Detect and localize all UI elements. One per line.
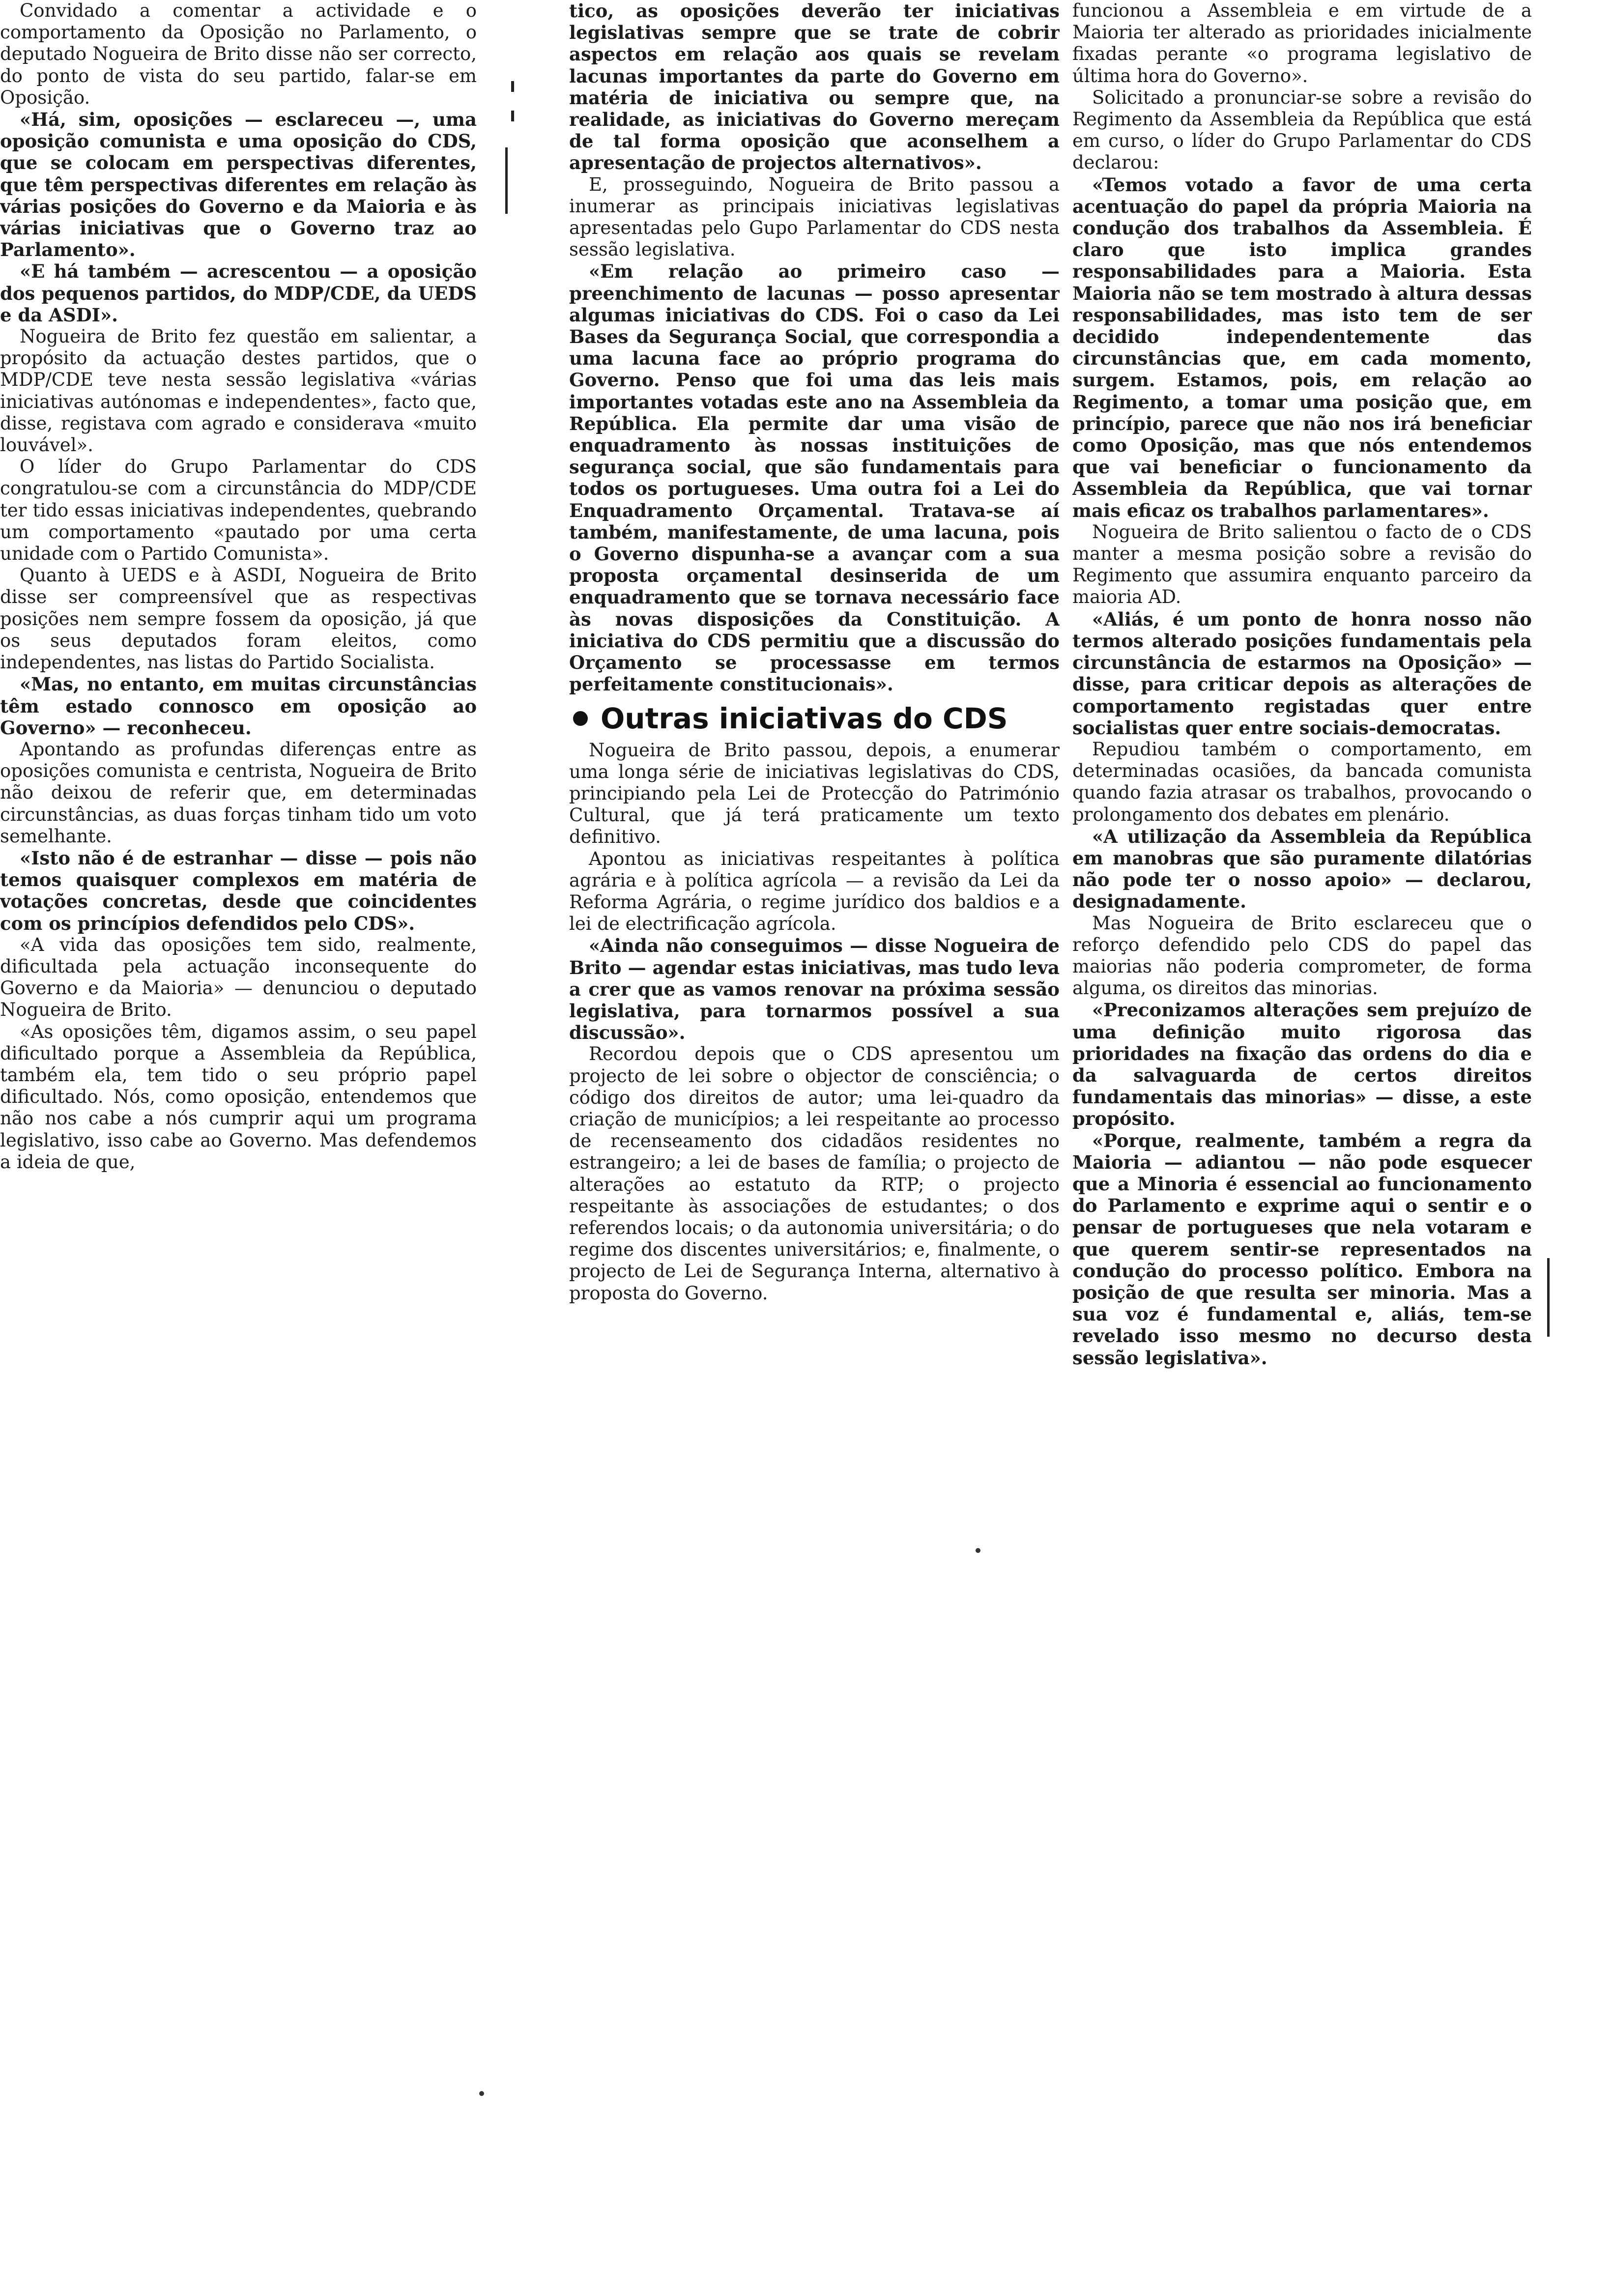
paragraph: «Mas, no entanto, em muitas circunstâncias têm estado connosco em oposição ao Governo» — reconheceu. bbox=[0, 673, 477, 739]
paragraph: Recordou depois que o CDS apresentou um projecto de lei sobre o objector de consciência; o código dos direitos de autor; uma lei-quadro da criação de municípios; a lei respeitante ao processo de recenseamento dos cidadãos residentes no estrangeiro; a lei de bases de família; o projecto de alterações ao estatuto da RTP; o projecto respeitante às associações de estudantes; o dos referendos locais; o da autonomia universitária; o do regime dos discentes universitários; e, finalmente, o projecto de Lei de Segurança Interna, alternativo à proposta do Governo. bbox=[569, 1043, 1060, 1304]
paragraph: Solicitado a pronunciar-se sobre a revisão do Regimento da Assembleia da República que está em curso, o líder do Grupo Parlamentar do CDS declarou: bbox=[1072, 86, 1532, 173]
paragraph: funcionou a Assembleia e em virtude de a Maioria ter alterado as prioridades inicialmente fixadas perante «o programa legislativo de última hora do Governo». bbox=[1072, 0, 1532, 86]
paragraph: Repudiou também o comportamento, em determinadas ocasiões, da bancada comunista quando fazia atrasar os trabalhos, provocando o prolongamento dos debates em plenário. bbox=[1072, 738, 1532, 825]
paragraph: «Aliás, é um ponto de honra nosso não termos alterado posições fundamentais pela circunstância de estarmos na Oposição» — disse, para criticar depois as alterações de comportamento registadas quer entre socialistas quer entre sociais-democratas. bbox=[1072, 608, 1532, 739]
paragraph: «Em relação ao primeiro caso — preenchimento de lacunas — posso apresentar algumas iniciativas do CDS. Foi o caso da Lei Bases da Segurança Social, que correspondia a uma lacuna face ao próprio programa do Governo. Penso que foi uma das leis mais importantes votadas este ano na Assembleia da República. Ela permite dar uma visão de enquadramento às nossas instituições de segurança social, que são fundamentais para todos os portugueses. Uma outra foi a Lei do Enquadramento Orçamental. Tratava-se aí também, manifestamente, de uma lacuna, pois o Governo dispunha-se a avançar com a sua proposta orçamental desinserida de um enquadramento que se tornava necessário face às novas disposições da Constituição. A iniciativa do CDS permitiu que a discussão do Orçamento se processasse em termos perfeitamente constitucionais». bbox=[569, 260, 1060, 695]
paragraph: tico, as oposições deverão ter iniciativas legislativas sempre que se trate de cobrir aspectos em relação aos quais se revelam lacunas importantes da parte do Governo em matéria de iniciativa ou sempre que, na realidade, as iniciativas do Governo mereçam de tal forma oposição que aconselhem a apresentação de projectos alternativos». bbox=[569, 0, 1060, 174]
section-heading-text: Outras iniciativas do CDS bbox=[601, 701, 1008, 735]
scan-mark bbox=[505, 147, 508, 214]
section-heading bbox=[569, 702, 1060, 735]
scan-mark bbox=[1547, 1258, 1550, 1337]
paragraph: Convidado a comentar a actividade e o comportamento da Oposição no Parlamento, o deputado Nogueira de Brito disse não ser correcto, do ponto de vista do seu partido, falar-se em Oposição. bbox=[0, 0, 477, 108]
paragraph: Quanto à UEDS e à ASDI, Nogueira de Brito disse ser compreensível que as respectivas posições nem sempre fossem da oposição, já que os seus deputados foram eleitos, como independentes, nas listas do Partido Socialista. bbox=[0, 565, 477, 673]
paragraph: «A vida das oposições tem sido, realmente, dificultada pela actuação inconsequente do Governo e da Maioria» — denunciou o deputado Nogueira de Brito. bbox=[0, 934, 477, 1021]
scan-dot bbox=[976, 1548, 980, 1553]
paragraph: «Temos votado a favor de uma certa acentuação do papel da própria Maioria na condução dos trabalhos da Assembleia. É claro que isto implica grandes responsabilidades para a Maioria. Esta Maioria não se tem mostrado à altura dessas responsabilidades, mas isto tem de ser decidido independentemente das circunstâncias que, em cada momento, surgem. Estamos, pois, em relação ao Regimento, a tomar uma posição que, em princípio, parece que não nos irá beneficiar como Oposição, mas que nós entendemos que vai beneficiar o funcionamento da Assembleia da República, que vai tornar mais eficaz os trabalhos parlamentares». bbox=[1072, 173, 1532, 521]
column-left bbox=[0, 0, 477, 1327]
paragraph: «Preconizamos alterações sem prejuízo de uma definição muito rigorosa das prioridades na fixação das ordens do dia e da salvaguarda de certos direitos fundamentais das minorias» — disse, a este propósito. bbox=[1072, 999, 1532, 1130]
paragraph: «Há, sim, oposições — esclareceu —, uma oposição comunista e uma oposição do CDS, que se colocam em perspectivas diferentes, que têm perspectivas diferentes em relação às várias posições do Governo e da Maioria e às várias iniciativas que o Governo traz ao Parlamento». bbox=[0, 109, 477, 261]
paragraph: Nogueira de Brito salientou o facto de o CDS manter a mesma posição sobre a revisão do Regimento que assumira enquanto parceiro da maioria AD. bbox=[1072, 521, 1532, 608]
paragraph: «Porque, realmente, também a regra da Maioria — adiantou — não pode esquecer que a Minoria é essencial ao funcionamento do Parlamento e exprime aqui o sentir e o pensar de portugueses que nela votaram e que querem sentir-se representados na condução do processo político. Embora na posição de que resulta ser minoria. Mas a sua voz é fundamental e, aliás, tem-se revelado isso mesmo no decurso desta sessão legislativa». bbox=[1072, 1129, 1532, 1369]
paragraph: Apontou as iniciativas respeitantes à política agrária e à política agrícola — a revisão da Lei da Reforma Agrária, o regime jurídico dos baldios e a lei de electrificação agrícola. bbox=[569, 848, 1060, 935]
paragraph: «E há também — acrescentou — a oposição dos pequenos partidos, do MDP/CDE, da UEDS e da ASDI». bbox=[0, 260, 477, 326]
bullet-icon bbox=[573, 711, 588, 726]
paragraph: Nogueira de Brito passou, depois, a enumerar uma longa série de iniciativas legislativas do CDS, principiando pela Lei de Protecção do Património Cultural, que já terá praticamente um texto definitivo. bbox=[569, 739, 1060, 848]
scan-mark bbox=[511, 111, 514, 121]
paragraph: Nogueira de Brito fez questão em salientar, a propósito da actuação destes partidos, que o MDP/CDE teve nesta sessão legislativa «várias iniciativas autónomas e independentes», facto que, disse, registava com agrado e considerava «muito louvável». bbox=[0, 326, 477, 456]
paragraph: E, prosseguindo, Nogueira de Brito passou a inumerar as principais iniciativas legislativas apresentadas pelo Gupo Parlamentar do CDS nesta sessão legislativa. bbox=[569, 173, 1060, 260]
column-right bbox=[1072, 0, 1532, 1469]
paragraph: «Ainda não conseguimos — disse Nogueira de Brito — agendar estas iniciativas, mas tudo leva a crer que as vamos renovar na próxima sessão legislativa, para tornarmos possível a sua discussão». bbox=[569, 935, 1060, 1044]
column-middle bbox=[569, 0, 1060, 1469]
scan-mark bbox=[511, 81, 514, 92]
paragraph: O líder do Grupo Parlamentar do CDS congratulou-se com a circunstância do MDP/CDE ter tido essas iniciativas independentes, quebrando um comportamento «pautado por uma certa unidade com o Partido Comunista». bbox=[0, 456, 477, 565]
paragraph: Apontando as profundas diferenças entre as oposições comunista e centrista, Nogueira de Brito não deixou de referir que, em determinadas circunstâncias, as duas forças tinham tido um voto semelhante. bbox=[0, 738, 477, 847]
paragraph: «Isto não é de estranhar — disse — pois não temos quaisquer complexos em matéria de votações concretas, desde que coincidentes com os princípios defendidos pelo CDS». bbox=[0, 847, 477, 934]
paragraph: Mas Nogueira de Brito esclareceu que o reforço defendido pelo CDS do papel das maiorias não poderia comprometer, de forma alguma, os direitos das minorias. bbox=[1072, 912, 1532, 999]
paragraph: «As oposições têm, digamos assim, o seu papel dificultado porque a Assembleia da República, também ela, tem tido o seu próprio papel dificultado. Nós, como oposição, entendemos que não nos cabe a nós cumprir aqui um programa legislativo, isso cabe ao Governo. Mas defendemos a ideia de que, bbox=[0, 1021, 477, 1173]
paragraph: «A utilização da Assembleia da República em manobras que são puramente dilatórias não pode ter o nosso apoio» — declarou, designadamente. bbox=[1072, 825, 1532, 913]
scan-dot bbox=[479, 2091, 484, 2096]
